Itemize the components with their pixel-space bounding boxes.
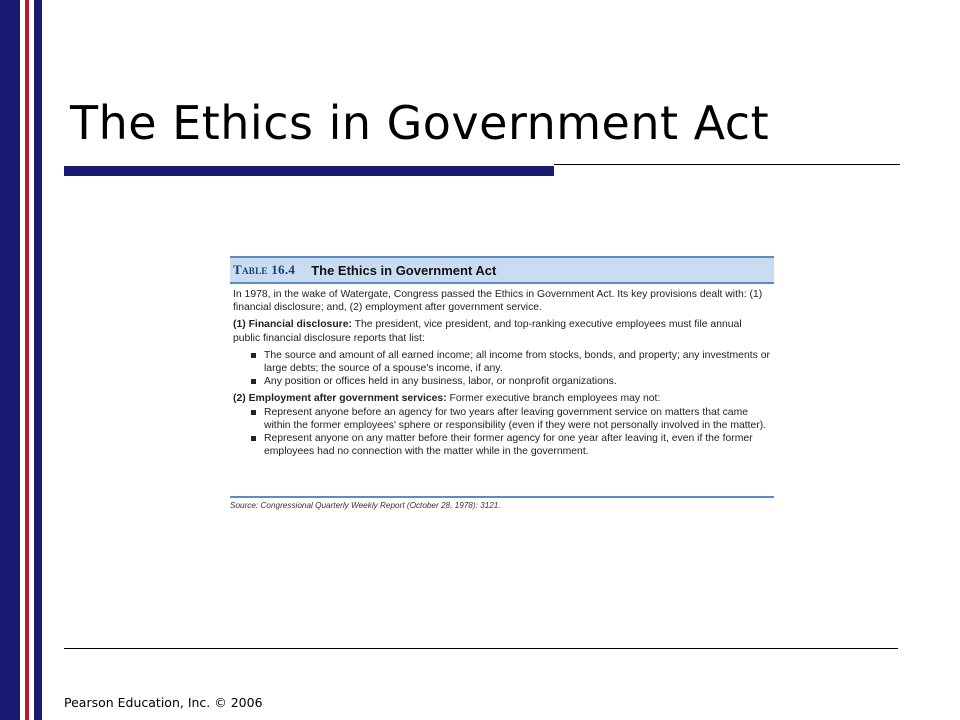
table-intro: In 1978, in the wake of Watergate, Congress passed the Ethics in Government Act. Its key provisions dealt with: (1) financial disclosure; and, (2) employment after government service. [233, 289, 763, 314]
square-bullet-icon [251, 353, 256, 358]
table-source-note: Source: Congressional Quarterly Weekly Report (October 28, 1978): 3121. [230, 501, 501, 510]
ethics-act-table [230, 256, 774, 516]
list-item-text: Represent anyone before an agency for two years after leaving government service on matters that came within the former employees' sphere or responsibility (even if they were not personally involved in the matter). [264, 406, 767, 431]
table-heading: The Ethics in Government Act [311, 262, 497, 278]
table-number: Table 16.4 [233, 262, 296, 277]
section-heading: (2) Employment after government services: [233, 393, 447, 405]
title-underline-bar [64, 166, 554, 176]
square-bullet-icon [251, 410, 256, 415]
footer-copyright: Pearson Education, Inc. © 2006 [64, 695, 263, 710]
list-item-text: The source and amount of all earned income; all income from stocks, bonds, and property; any investments or large debts; the source of a spouse's income, if any. [264, 349, 770, 375]
list-item [233, 349, 771, 375]
list-item [233, 375, 771, 388]
slide-title: The Ethics in Government Act [70, 96, 770, 150]
list-item [233, 406, 771, 432]
section-financial-disclosure [233, 318, 771, 344]
left-border-stripe-navy-inner [34, 0, 42, 720]
section-heading: (1) Financial disclosure: [233, 319, 352, 331]
left-border-stripe-navy [0, 0, 20, 720]
title-underline-rule [554, 164, 900, 165]
table-bottom-rule [230, 496, 774, 498]
square-bullet-icon [251, 436, 256, 441]
section-text: Former executive branch employees may not: [446, 393, 661, 405]
section-text: The president, vice president, and top-ranking executive employees must file annual public financial disclosure reports that list: [233, 319, 742, 344]
list-item-text: Represent anyone on any matter before their former agency for one year after leaving it, even if the former employees had no connection with the matter while in the government. [264, 433, 753, 458]
square-bullet-icon [251, 379, 256, 384]
list-item [233, 432, 771, 458]
table-header [230, 256, 774, 284]
footer-rule [64, 648, 898, 649]
table-body [230, 284, 774, 458]
list-item-text: Any position or offices held in any business, labor, or nonprofit organizations. [264, 376, 617, 388]
section-employment [233, 392, 771, 405]
